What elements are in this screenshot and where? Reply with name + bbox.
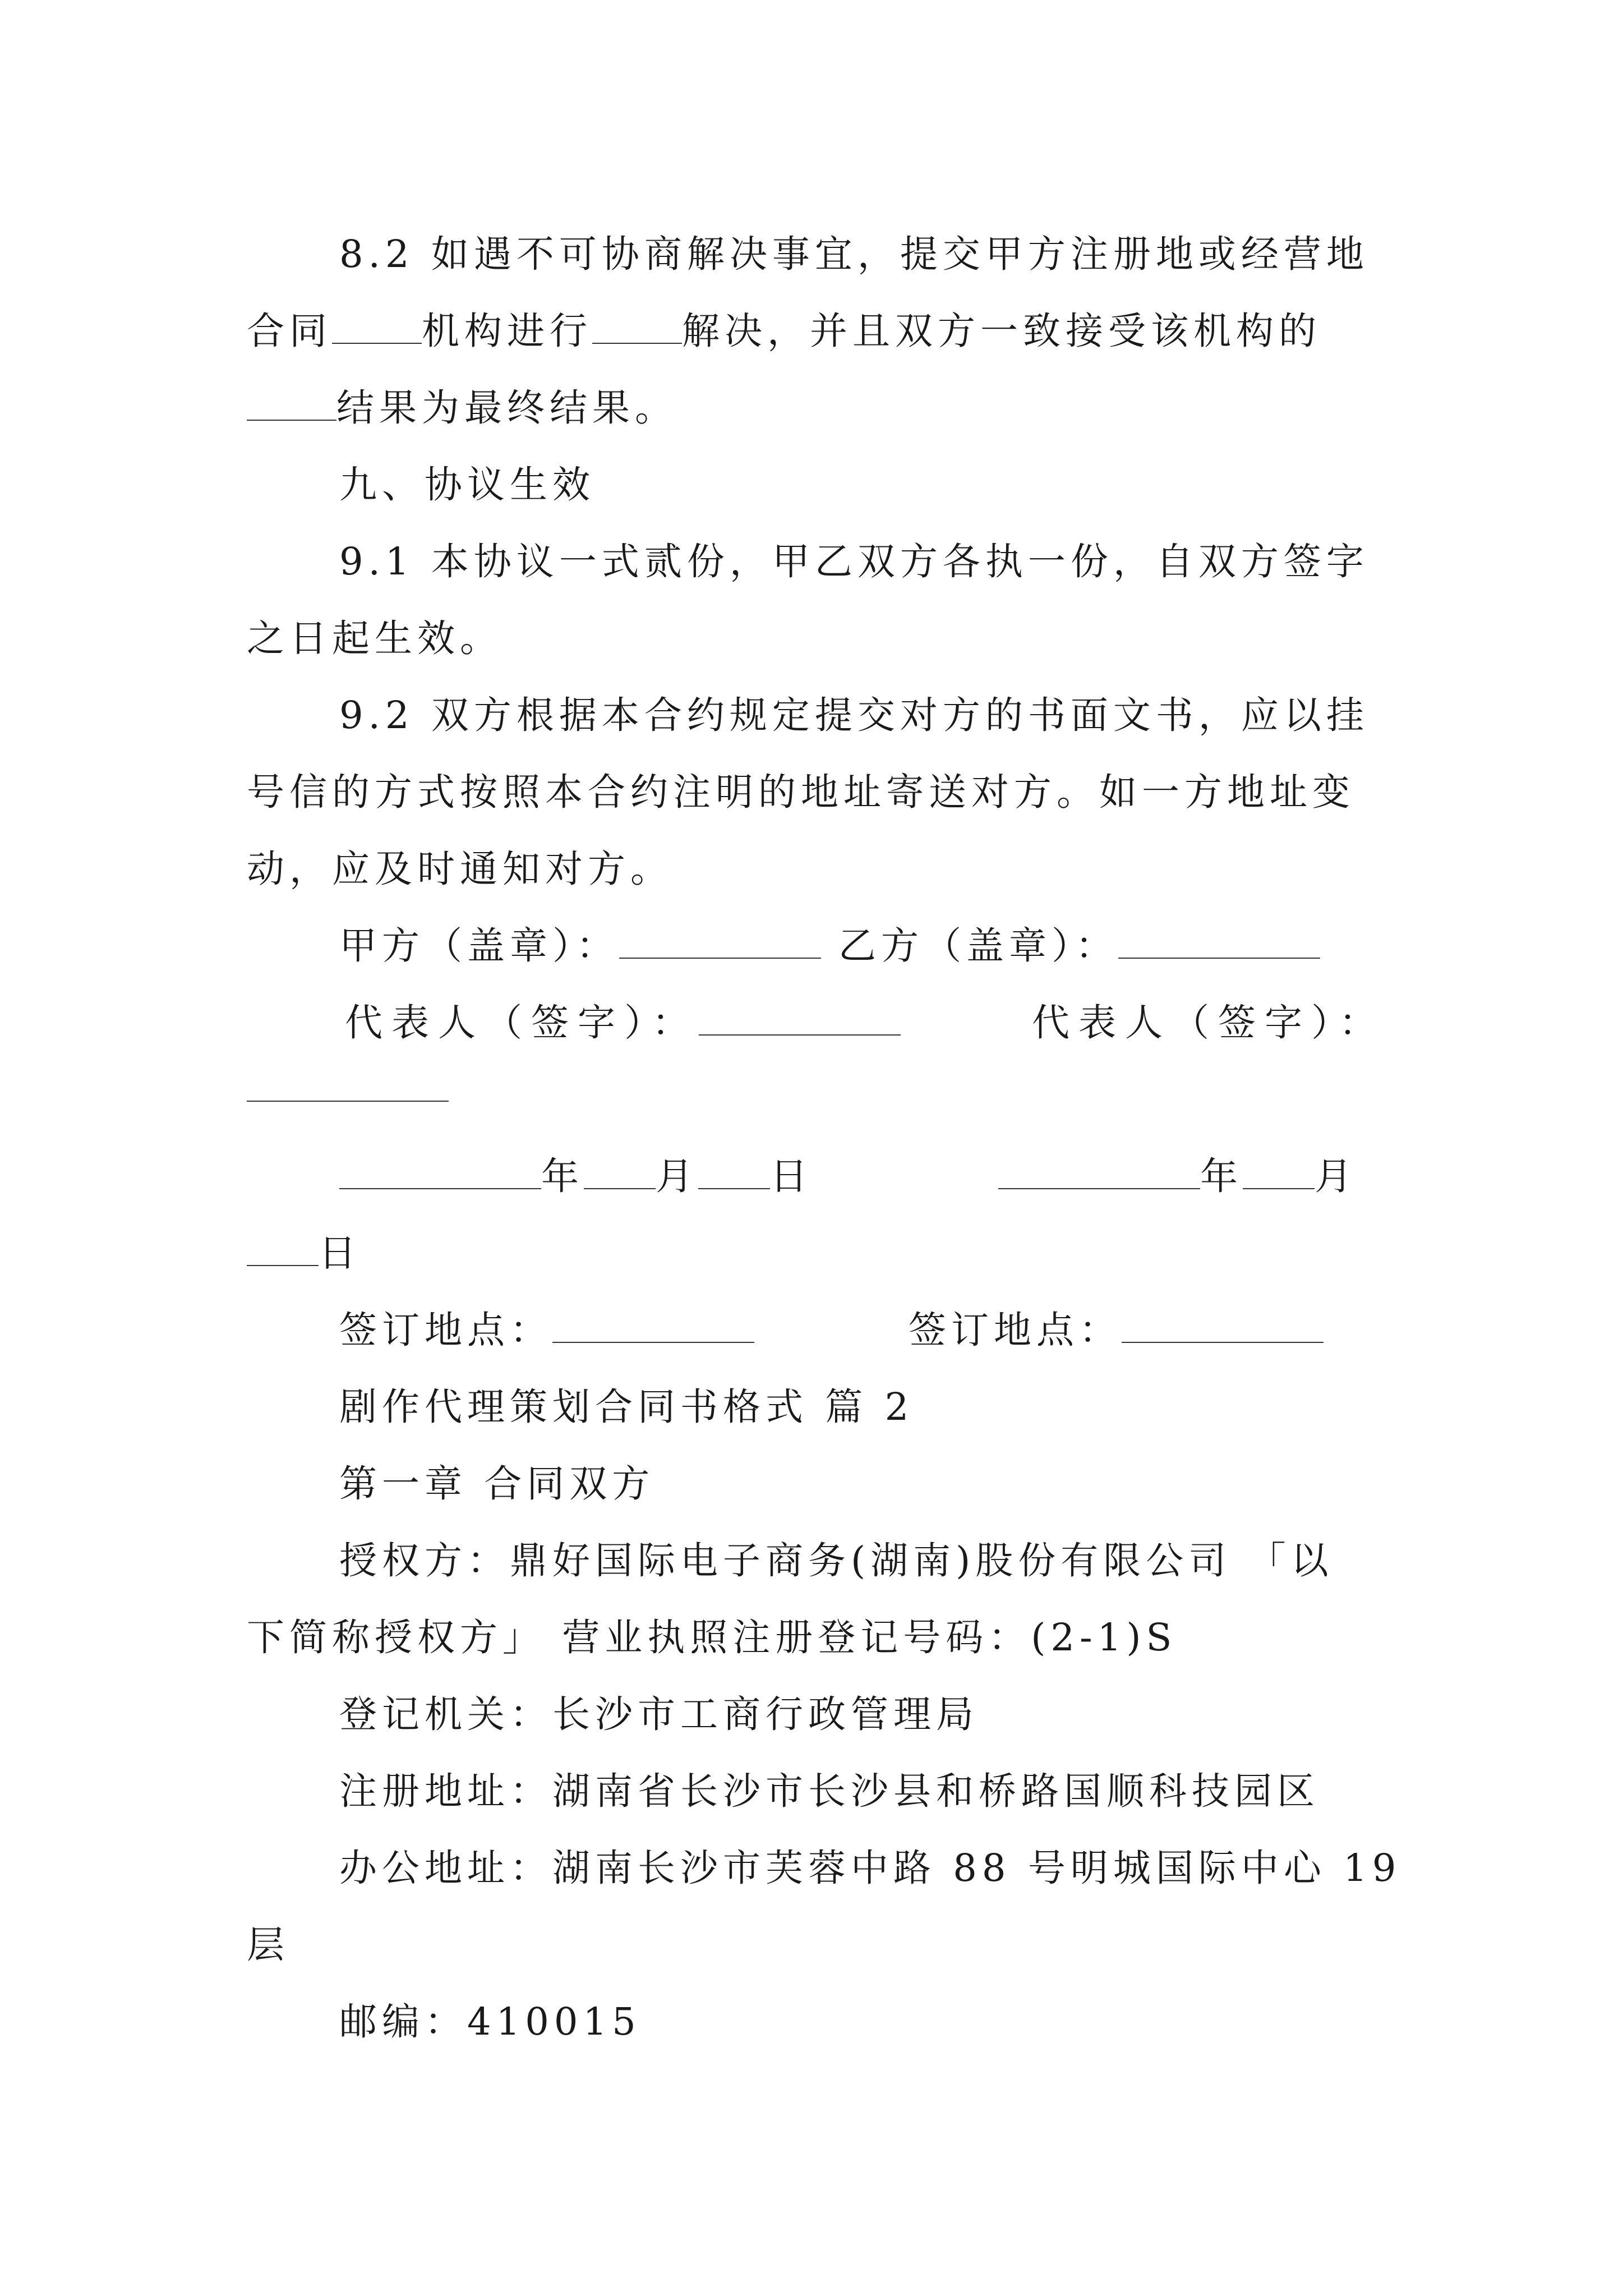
text-segment: 合同: [247, 309, 332, 353]
document-body: [247, 216, 1401, 2060]
section-heading-9: 九、协议生效: [339, 463, 595, 507]
party-a-seal-blank: [619, 927, 821, 959]
year-label: 年: [1200, 1154, 1243, 1198]
month-label: 月: [656, 1154, 698, 1198]
fill-blank: [332, 312, 422, 344]
day-label: 日: [319, 1231, 361, 1275]
section-title-part-2: 剧作代理策划合同书格式 篇 2: [339, 1385, 914, 1429]
office-address-line-2: 层: [247, 1923, 289, 1967]
day-blank: [698, 1158, 770, 1189]
paragraph-9-2-line-1: 9.2 双方根据本合约规定提交对方的书面文书，应以挂: [339, 693, 1369, 737]
seal-row: [247, 908, 1385, 984]
office-address-line-1: 办公地址：湖南长沙市芙蓉中路 88 号明城国际中心 19: [339, 1846, 1401, 1890]
grantor-line-1: 授权方：鼎好国际电子商务(湖南)股份有限公司 「以: [339, 1539, 1334, 1582]
signing-place-row: [247, 1292, 1385, 1369]
paragraph-9-2-line-2: 号信的方式按照本合约注明的地址寄送对方。如一方地址变: [247, 770, 1355, 814]
representative-b-label: 代表人（签字）：: [1032, 1001, 1386, 1045]
postal-code: 邮编：410015: [339, 2000, 641, 2044]
text-segment: 解决，并且双方一致接受该机构的: [682, 309, 1321, 353]
signing-place-b: [909, 1292, 1324, 1369]
representative-b-blank-line: [247, 1061, 1385, 1138]
representative-b-blank: [247, 1061, 449, 1102]
representative-row: [247, 984, 1385, 1061]
month-label: 月: [1315, 1154, 1357, 1198]
chapter-heading-1: 第一章 合同双方: [339, 1462, 655, 1506]
paragraph-9-1-line-2: 之日起生效。: [247, 616, 502, 660]
signing-place-a-blank: [552, 1312, 754, 1343]
party-b-seal-label: 乙方（盖章）：: [838, 924, 1118, 968]
registered-address: 注册地址：湖南省长沙市长沙县和桥路国顺科技园区: [339, 1769, 1320, 1813]
fill-blank: [247, 389, 336, 421]
grantor-line-2: 下简称授权方」 营业执照注册登记号码：(2-1)S: [247, 1616, 1177, 1659]
year-blank: [339, 1158, 541, 1189]
representative-a-blank: [699, 1004, 901, 1036]
paragraph-8-2-line-2: [247, 293, 1385, 370]
party-a-seal-label: 甲方（盖章）：: [339, 924, 619, 968]
signing-place-b-label: 签订地点：: [909, 1308, 1122, 1352]
party-b-seal: [838, 908, 1320, 984]
month-blank: [1243, 1158, 1315, 1189]
paragraph-8-2-line-3: [247, 370, 1385, 447]
registration-authority: 登记机关：长沙市工商行政管理局: [339, 1692, 979, 1736]
fill-blank: [592, 312, 682, 344]
text-segment: 机构进行: [422, 309, 592, 353]
date-b: [998, 1138, 1357, 1215]
year-blank: [998, 1158, 1200, 1189]
representative-a-label: 代表人（签字）：: [345, 1001, 699, 1045]
paragraph-8-2-line-1: 8.2 如遇不可协商解决事宜，提交甲方注册地或经营地: [339, 232, 1369, 276]
signing-place-b-blank: [1122, 1312, 1324, 1343]
signing-place-a-label: 签订地点：: [339, 1308, 552, 1352]
party-b-seal-blank: [1118, 927, 1320, 959]
text-segment: 结果为最终结果。: [336, 386, 677, 430]
day-label: 日: [770, 1154, 813, 1198]
date-continuation: [247, 1215, 1385, 1292]
date-row: [247, 1138, 1385, 1215]
paragraph-9-2-line-3: 动，应及时通知对方。: [247, 847, 673, 891]
day-blank: [247, 1235, 319, 1266]
paragraph-9-1-line-1: 9.1 本协议一式贰份，甲乙双方各执一份，自双方签字: [339, 540, 1369, 583]
year-label: 年: [541, 1154, 584, 1198]
month-blank: [584, 1158, 656, 1189]
